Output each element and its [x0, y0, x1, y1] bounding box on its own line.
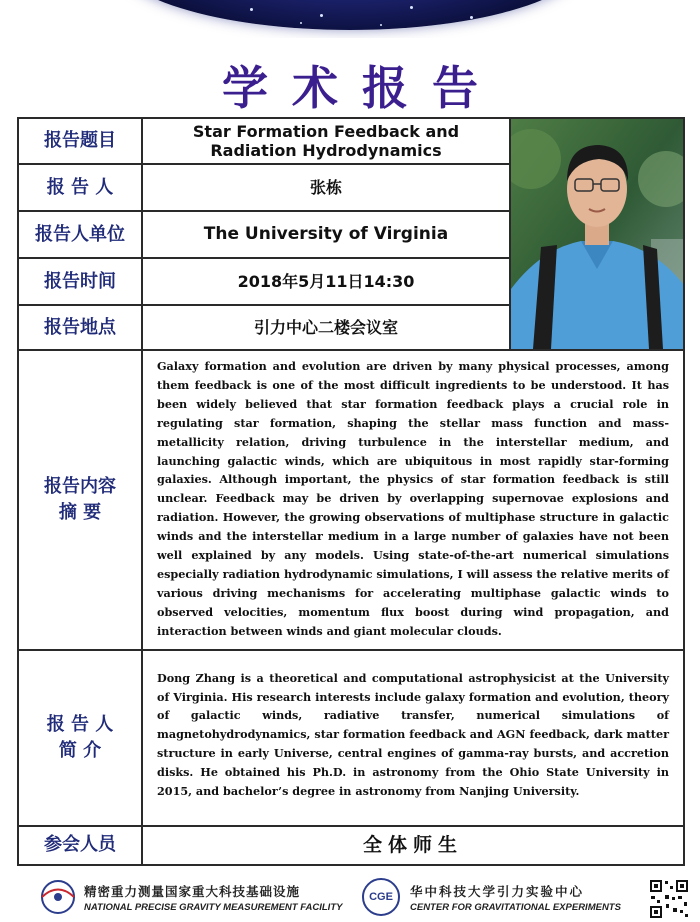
topic-label: 报告题目: [18, 118, 142, 164]
speaker-value: 张栋: [142, 164, 510, 211]
page-title: 学术报告: [222, 61, 502, 115]
bio-text: Dong Zhang is a theoretical and computational astrophysicist at the University of Virginia. His research interests include galaxy formation and evolution, theory of galactic winds, radiative transfer, numerical simulations of magnetohydrodynamics, star formation feedback and AGN feedback, dark matter structure in early Universe, central engines of gamma-ray bursts, and accretion disks. He obtained his Ph.D. in astronomy from the Ohio State University in 2015, and bachelor’s degree in astronomy from Nanjing University.: [157, 670, 669, 799]
org2-name-en: CENTER FOR GRAVITATIONAL EXPERIMENTS: [410, 902, 621, 913]
time-value: 2018年5月11日14:30: [142, 258, 510, 305]
abstract-cell: [142, 350, 684, 650]
time-label: 报告时间: [18, 258, 142, 305]
org1-name-cn: 精密重力测量国家重大科技基础设施: [84, 884, 301, 899]
bio-label-line1: 报 告 人: [46, 713, 114, 735]
speaker-photo: [510, 118, 684, 350]
bio-cell: [142, 650, 684, 826]
report-info-table: [17, 117, 685, 866]
location-value: 引力中心二楼会议室: [142, 305, 510, 350]
starry-dome-graphic: [110, 0, 590, 30]
location-label: 报告地点: [18, 305, 142, 350]
abstract-label-line1: 报告内容: [44, 475, 116, 497]
abstract-label: [18, 350, 142, 650]
abstract-label-line2: 摘 要: [58, 501, 102, 523]
abstract-text: Galaxy formation and evolution are driven by many physical processes, among them feedback is one of the most difficult ingredients to be understood. It has been widely believed that star formation feedback plays a crucial role in regulating star formation, shaping the stellar mass function and mass-metallicity relation, driving turbulence in the interstellar medium, and launching galactic winds, which are ubiquitous in most rapidly star-forming galaxies. Although important, the physics of star formation feedback is still unclear. Feedback may be driven by overlapping supernovae explosions and radiation. However, the growing observations of multiphase structure in galactic winds and the interstellar medium in a large number of galaxies have not been well explained by any models. Using state-of-the-art numerical simulations especially radiation hydrodynamic simulations, I will assess the relative merits of various driving mechanisms for accelerating multiphase galactic winds to observed velocities, momentum flux boost during wind propagation, and interaction between winds and giant molecular clouds.: [157, 359, 669, 638]
attendees-label: 参会人员: [18, 826, 142, 865]
header-banner: [0, 0, 700, 38]
bio-label-line2: 简 介: [58, 739, 102, 761]
footer: [0, 874, 700, 922]
affiliation-label: 报告人单位: [18, 211, 142, 258]
speaker-label: 报 告 人: [18, 164, 142, 211]
gravity-facility-logo-icon: [38, 878, 78, 916]
topic-value: Star Formation Feedback and Radiation Hydrodynamics: [142, 118, 510, 164]
attendees-value: 全体师生: [142, 826, 684, 865]
org2-name-cn: 华中科技大学引力实验中心: [410, 884, 585, 899]
bio-label: [18, 650, 142, 826]
affiliation-value: The University of Virginia: [142, 211, 510, 258]
qr-code-icon: [648, 878, 690, 920]
org1-name-en: NATIONAL PRECISE GRAVITY MEASUREMENT FACILITY: [84, 902, 343, 913]
cge-logo-icon: CGE: [362, 878, 400, 916]
